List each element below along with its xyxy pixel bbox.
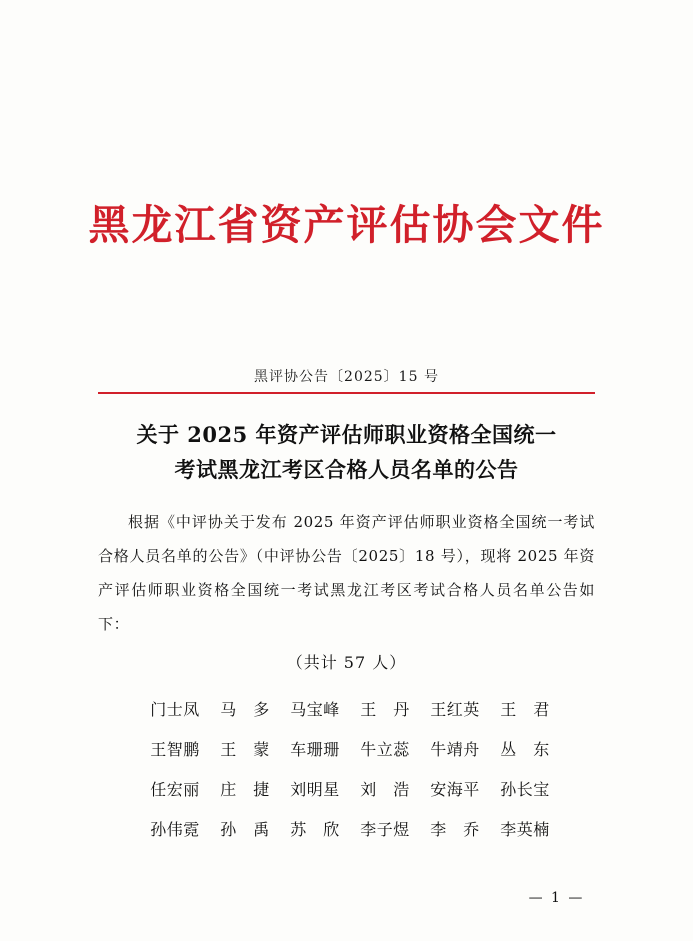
name-cell: 王红英 xyxy=(430,699,480,719)
page-number xyxy=(0,890,693,906)
qualified-persons-name-list xyxy=(140,688,560,848)
name-cell: 李英楠 xyxy=(500,819,550,839)
name-cell: 刘 浩 xyxy=(360,779,410,799)
name-cell: 李 乔 xyxy=(430,819,480,839)
table-row xyxy=(140,688,560,728)
name-cell: 任宏丽 xyxy=(150,779,200,799)
name-cell: 牛立蕊 xyxy=(360,739,410,759)
body-paragraph: 根据《中评协关于发布 2025 年资产评估师职业资格全国统一考试合格人员名单的公告》（中评协公告〔2025〕18 号），现将 2025 年资产评估师职业资格全国统一考试黑龙江考区考试合格人员名单公告如下： xyxy=(98,513,595,633)
page-number-text: — 1 — xyxy=(528,890,585,906)
name-cell: 王 君 xyxy=(500,699,550,719)
name-cell: 马 多 xyxy=(220,699,270,719)
organization-title: 黑龙江省资产评估协会文件 xyxy=(88,201,605,249)
name-cell: 安海平 xyxy=(430,779,480,799)
table-row xyxy=(140,808,560,848)
name-cell: 孙长宝 xyxy=(500,779,550,799)
name-cell: 苏 欣 xyxy=(290,819,340,839)
table-row xyxy=(140,768,560,808)
name-cell: 庄 捷 xyxy=(220,779,270,799)
table-row xyxy=(140,728,560,768)
name-cell: 王 丹 xyxy=(360,699,410,719)
name-cell: 马宝峰 xyxy=(290,699,340,719)
name-cell: 孙伟霓 xyxy=(150,819,200,839)
name-cell: 李子煜 xyxy=(360,819,410,839)
announcement-headline xyxy=(98,417,595,487)
name-cell: 孙 禹 xyxy=(220,819,270,839)
document-number: 黑评协公告〔2025〕15 号 xyxy=(254,369,439,385)
name-cell: 门士凤 xyxy=(150,699,200,719)
headline-line-2: 考试黑龙江考区合格人员名单的公告 xyxy=(174,457,519,482)
red-divider-rule xyxy=(98,392,595,394)
name-cell: 车珊珊 xyxy=(290,739,340,759)
name-cell: 丛 东 xyxy=(500,739,550,759)
total-count-line: （共计 57 人） xyxy=(286,653,407,672)
name-cell: 牛靖舟 xyxy=(430,739,480,759)
name-cell: 王 蒙 xyxy=(220,739,270,759)
headline-line-1: 关于 2025 年资产评估师职业资格全国统一 xyxy=(136,422,557,447)
name-cell: 刘明星 xyxy=(290,779,340,799)
name-cell: 王智鹏 xyxy=(150,739,200,759)
